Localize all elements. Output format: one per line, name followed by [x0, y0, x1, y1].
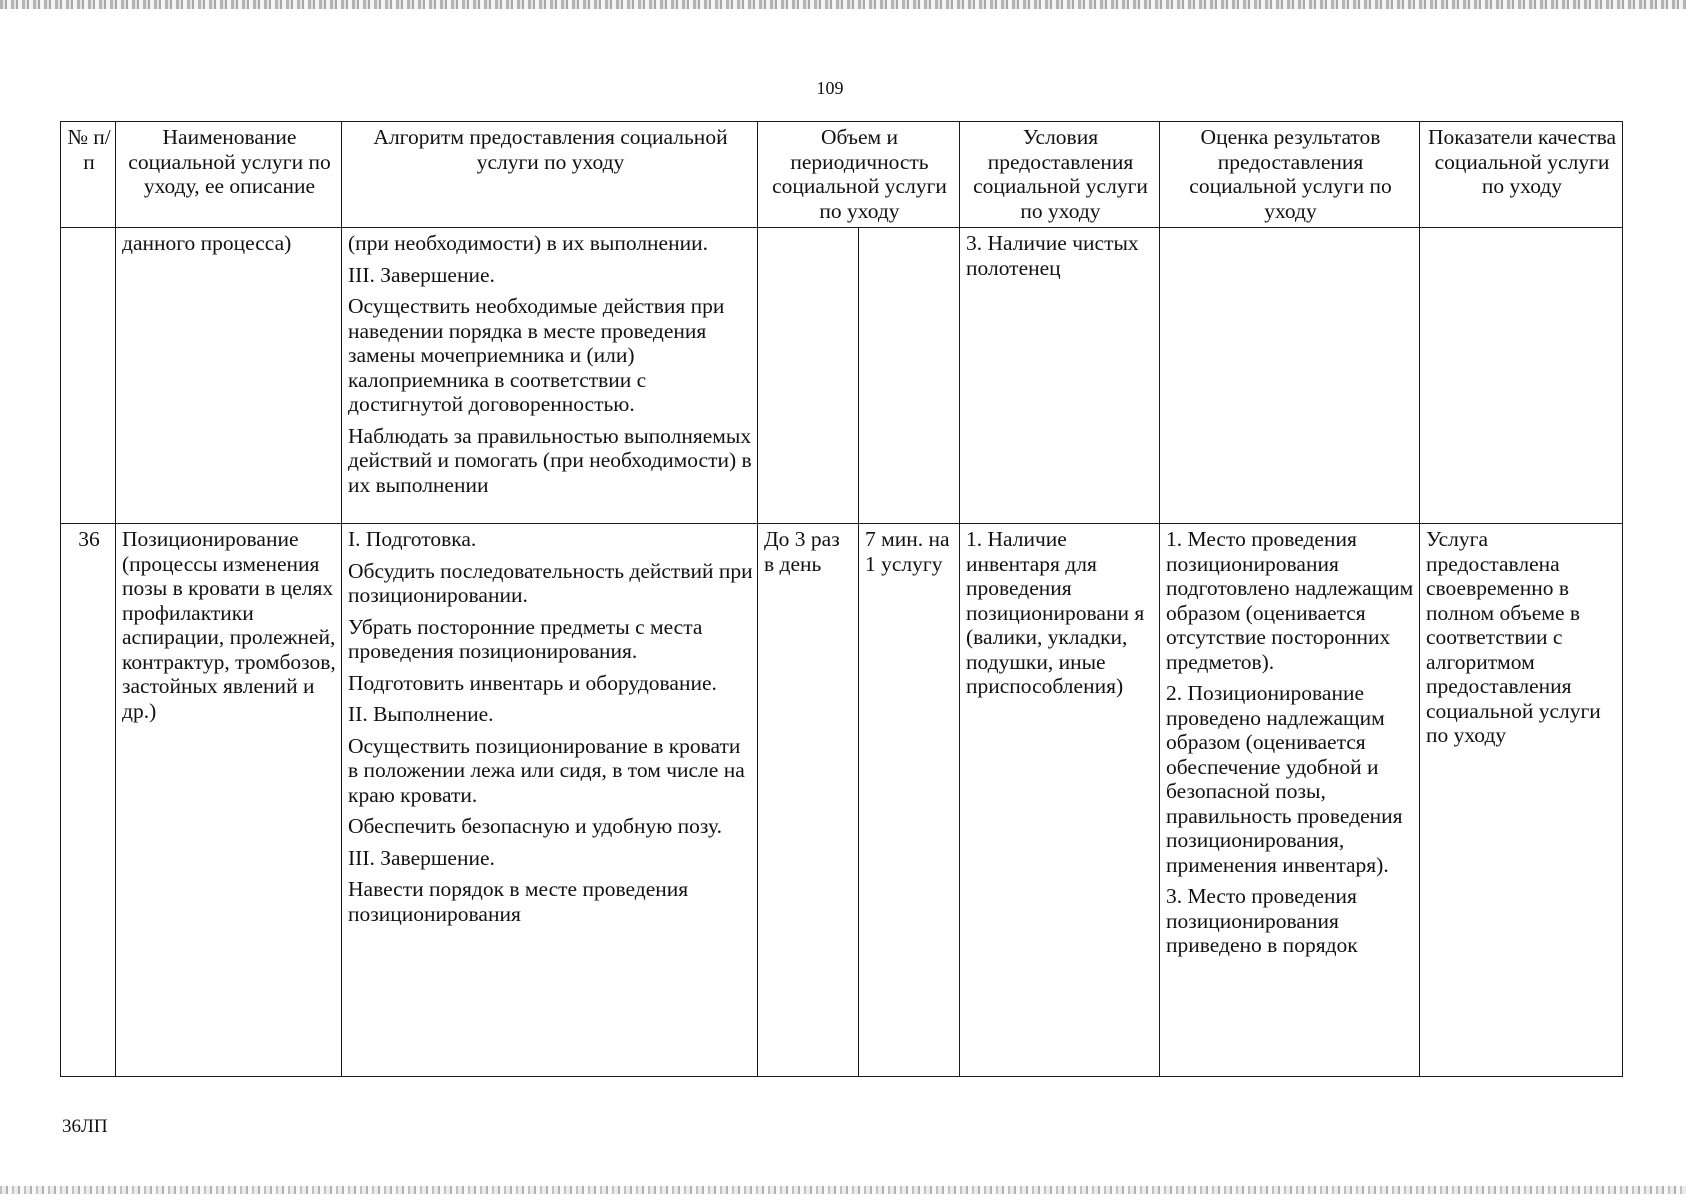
evaluation-item: 2. Позиционирование проведено надлежащим образом (оценивается обеспечение удобной и безопасной позы, правильность проведения позиционирования, применения инвентаря). — [1166, 681, 1403, 877]
algorithm-step: III. Завершение. — [348, 845, 495, 870]
header-algorithm: Алгоритм предоставления социальной услуги по уходу — [342, 122, 758, 228]
evaluation-item: 1. Место проведения позиционирования подготовлено надлежащим образом (оценивается отсутствие посторонних предметов). — [1166, 527, 1414, 674]
header-name: Наименование социальной услуги по уходу, ее описание — [116, 122, 342, 228]
header-num: № п/п — [61, 122, 116, 228]
quality-cell: Услуга предоставлена своевременно в полном объеме в соответствии с алгоритмом предоставления социальной услуги по уходу — [1420, 524, 1623, 1077]
services-table — [60, 121, 1623, 1077]
scan-edge-top — [0, 0, 1686, 9]
algorithm-step: II. Выполнение. — [348, 702, 494, 726]
header-evaluation: Оценка результатов предоставления социальной услуги по уходу — [1160, 122, 1420, 228]
header-volume: Объем и периодичность социальной услуги по уходу — [758, 122, 960, 228]
volume-duration: 7 мин. на 1 услугу — [859, 524, 960, 1077]
row-num: 36 — [61, 524, 116, 1077]
algorithm-step: Убрать посторонние предметы с места проведения позиционирования. — [348, 614, 703, 663]
header-quality: Показатели качества социальной услуги по уходу — [1420, 122, 1623, 228]
algorithm-step: Обсудить последовательность действий при позиционировании. — [348, 558, 753, 607]
service-name: данного процесса) — [116, 228, 342, 524]
algorithm-step: Навести порядок в месте проведения позиционирования — [348, 877, 689, 926]
algorithm-step: Подготовить инвентарь и оборудование. — [348, 670, 717, 695]
row-num — [61, 228, 116, 524]
algorithm-cell — [342, 524, 758, 1077]
table-row — [61, 524, 1623, 1077]
volume-frequency: До 3 раз в день — [758, 524, 859, 1077]
volume-frequency — [758, 228, 859, 524]
evaluation-item: 3. Место проведения позиционирования приведено в порядок — [1166, 884, 1358, 957]
page-number: 109 — [816, 78, 844, 98]
algorithm-step: Осуществить необходимые действия при наведении порядка в месте проведения замены мочеприемника и (или) калоприемника в соответствии с достигнутой договоренностью. — [348, 294, 725, 416]
algorithm-cell — [342, 228, 758, 524]
evaluation-cell — [1160, 524, 1420, 1077]
quality-cell — [1420, 228, 1623, 524]
service-name: Позиционирование (процессы изменения позы в кровати в целях профилактики аспирации, пролежней, контрактур, тромбозов, застойных явлений и др.) — [116, 524, 342, 1077]
table-header-row — [61, 122, 1623, 228]
algorithm-step: (при необходимости) в их выполнении. — [348, 231, 708, 255]
conditions-cell: 3. Наличие чистых полотенец — [960, 228, 1160, 524]
algorithm-step: Осуществить позиционирование в кровати в положении лежа или сидя, в том числе на краю кровати. — [348, 733, 745, 807]
footer-code: 36ЛП — [62, 1116, 108, 1137]
algorithm-step: III. Завершение. — [348, 262, 495, 287]
evaluation-cell — [1160, 228, 1420, 524]
conditions-cell: 1. Наличие инвентаря для проведения позиционировани я (валики, укладки, подушки, иные приспособления) — [960, 524, 1160, 1077]
scan-edge-bottom — [0, 1186, 1686, 1194]
algorithm-step: Наблюдать за правильностью выполняемых действий и помогать (при необходимости) в их выполнении — [348, 423, 752, 497]
algorithm-step: Обеспечить безопасную и удобную позу. — [348, 814, 722, 838]
volume-duration — [859, 228, 960, 524]
header-conditions: Условия предоставления социальной услуги по уходу — [960, 122, 1160, 228]
table-row — [61, 228, 1623, 524]
algorithm-step: I. Подготовка. — [348, 527, 477, 551]
